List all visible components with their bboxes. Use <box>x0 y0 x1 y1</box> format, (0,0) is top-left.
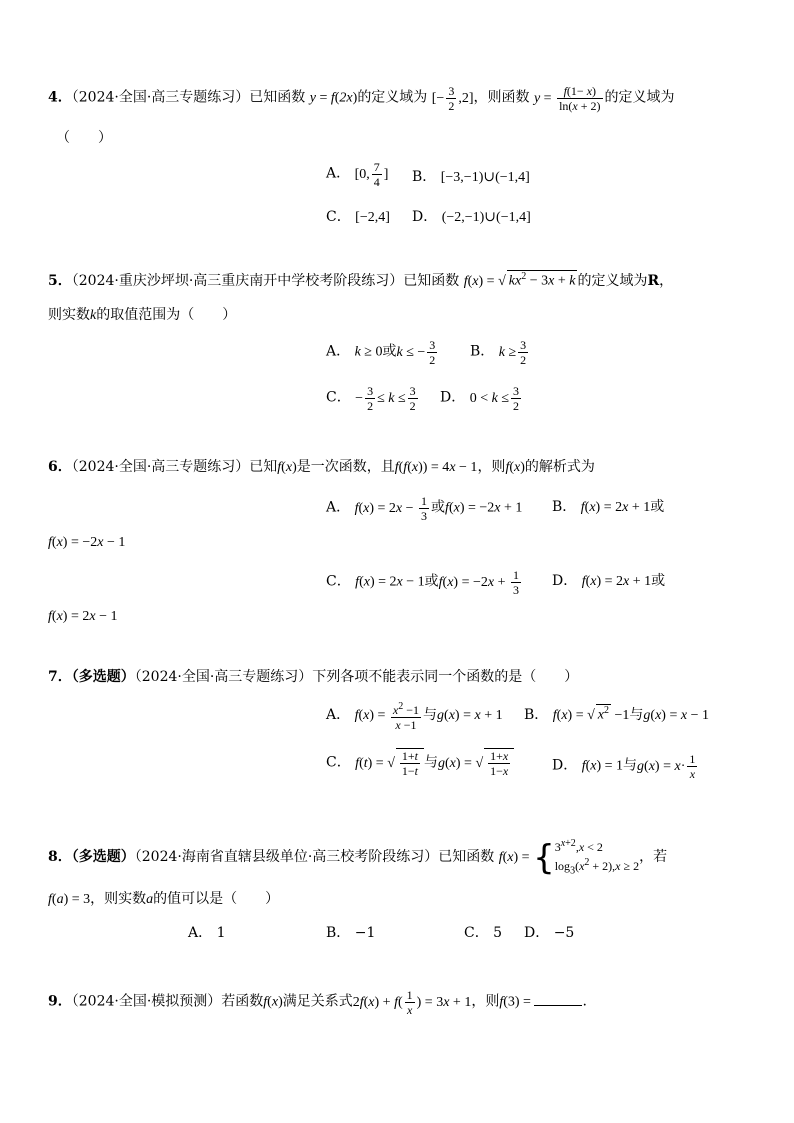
formula: f(x) = 2x − 1 <box>355 574 425 590</box>
formula: f(x) = 1 <box>581 758 624 774</box>
formula: k ≥ $\frac{3}{2}$ <box>498 338 527 367</box>
formula: − $\frac{3}{2}$ ≤ k ≤ $\frac{3}{2}$ <box>355 384 416 413</box>
stem-text: 的定义域为 <box>577 273 648 289</box>
variable: a <box>146 892 154 907</box>
formula: k ≤ − $\frac{3}{2}$ <box>396 338 436 367</box>
formula: [0, $\frac{7}{4}$ ] <box>354 160 389 189</box>
formula-domain: [− $\frac{3}{2}$ ,2] <box>431 84 474 113</box>
formula: f(x) = 2x − $\frac{1}{3}$ <box>354 494 428 523</box>
piecewise-formula: f(x) = { $3^{x+2},x < 2$ $\log_3(x^2 + 2),x \ge 2$ <box>498 837 640 878</box>
question-source: （2024·全国·高三专题练习） <box>134 669 313 685</box>
stem-text: ，则 <box>471 993 500 1010</box>
option-c[interactable] <box>464 922 502 942</box>
formula: k ≥ 0 <box>354 344 383 360</box>
formula: f(x) = 2x + 1 <box>581 574 652 589</box>
stem-text: 已知函数 <box>403 273 460 289</box>
formula: g(x) = x· $\frac{1}{x}$ <box>637 752 696 781</box>
stem-text: 满足关系式 <box>282 993 353 1010</box>
question-5-stem: 5．（2024·重庆沙坪坝·高三重庆南开中学校考阶段练习）已知函数 f(x) = √ $kx^2 - 3x + k$ 的定义域为R， <box>48 271 674 289</box>
stem-text: 下列各项不能表示同一个函数的是（ ） <box>312 669 579 685</box>
stem-text: ，若 <box>639 848 668 865</box>
stem-text: 若函数 <box>221 993 264 1010</box>
variable: k <box>90 308 97 323</box>
formula: f(x) = √ $kx^2 - 3x + k$ <box>463 271 576 289</box>
with-text: 与 <box>424 754 438 771</box>
option-label: D． <box>440 389 466 406</box>
stem-text: 是一次函数，且 <box>296 459 395 475</box>
stem-text: 已知函数 <box>249 89 306 106</box>
formula: f(3) = <box>499 994 535 1010</box>
option-label: C． <box>326 209 351 225</box>
formula: f(x) = 2x − 1 <box>48 609 118 624</box>
or-text: 或 <box>651 573 666 589</box>
answer-paren: （ ） <box>56 130 112 146</box>
option-label: A． <box>326 707 351 724</box>
question-number: 6． <box>48 459 72 475</box>
question-9-stem <box>48 988 587 1017</box>
question-source: （2024·全国·模拟预测） <box>71 993 222 1010</box>
option-a[interactable] <box>326 494 522 523</box>
option-c[interactable] <box>326 748 514 778</box>
option-label: C． <box>464 925 489 941</box>
stem-text: ，则实数 <box>90 891 147 907</box>
option-label: A． <box>188 925 213 941</box>
option-d[interactable] <box>440 384 523 413</box>
option-b[interactable] <box>326 922 375 942</box>
formula: y = f(2x) <box>309 90 358 106</box>
formula: (−2,−1)∪(−1,4] <box>441 210 531 225</box>
option-b[interactable] <box>412 166 530 186</box>
question-7-stem <box>48 666 578 686</box>
formula: f(x) <box>277 460 297 475</box>
question-number: 5． <box>48 273 72 289</box>
option-b[interactable] <box>470 338 530 367</box>
option-label: B． <box>552 499 577 515</box>
stem-text: 已知函数 <box>438 848 495 865</box>
option-d[interactable] <box>412 206 531 226</box>
option-a[interactable] <box>188 922 226 942</box>
formula: 2f(x) + f( $\frac{1}{x}$ ) = 3x + 1 <box>352 988 472 1017</box>
with-text: 与 <box>623 757 638 774</box>
stem-text: 的定义域为 <box>357 89 428 106</box>
question-source: （2024·全国·高三专题练习） <box>71 459 250 475</box>
formula: f(x) <box>505 460 525 475</box>
or-text: 或 <box>424 573 439 590</box>
or-text: 或 <box>650 499 665 515</box>
formula: [−2,4] <box>355 210 390 225</box>
formula: g(x) = x + 1 <box>437 708 503 724</box>
option-value: −5 <box>553 925 575 941</box>
option-label: A． <box>326 165 351 182</box>
formula: [−3,−1)∪(−1,4] <box>440 170 530 185</box>
option-label: A． <box>326 499 351 516</box>
formula: f(x) = $\frac{x^2 -1}{x -1}$ <box>354 701 420 732</box>
option-label: C． <box>326 754 351 771</box>
formula: f(a) = 3 <box>48 892 91 907</box>
option-b-continued <box>48 534 125 551</box>
formula: y = $\frac{f(1- x)}{\ln(x + 2)}$ <box>533 84 601 113</box>
question-4-stem <box>48 84 675 113</box>
question-5-line2 <box>48 304 236 324</box>
option-b[interactable] <box>552 496 664 516</box>
stem-text: ，则 <box>477 459 506 475</box>
formula: f(x) = √ $x^2 -1$ <box>552 705 630 723</box>
stem-text: 已知 <box>249 459 278 475</box>
option-label: D． <box>412 209 438 225</box>
question-8-stem <box>48 836 667 879</box>
option-a[interactable] <box>326 338 439 367</box>
formula: f(x) = 2x + 1 <box>580 500 651 515</box>
option-label: A． <box>326 343 351 360</box>
option-d[interactable] <box>552 570 665 590</box>
option-a[interactable] <box>326 160 388 189</box>
option-a[interactable] <box>326 700 503 732</box>
set-symbol: R <box>647 273 660 289</box>
option-d[interactable] <box>524 922 574 942</box>
question-number: 7． <box>48 669 72 685</box>
question-6-stem <box>48 456 595 476</box>
option-c[interactable] <box>326 206 390 226</box>
stem-text: 则实数 <box>48 307 90 323</box>
with-text: 与 <box>423 707 438 724</box>
option-label: B． <box>326 925 351 941</box>
formula: f(x) <box>263 994 283 1010</box>
option-value: 1 <box>216 925 226 941</box>
or-text: 或 <box>382 343 397 360</box>
option-label: D． <box>524 925 550 941</box>
question-number: 8． <box>48 848 72 865</box>
formula: g(x) = x − 1 <box>643 708 709 723</box>
option-value: −1 <box>354 925 376 941</box>
option-value: 5 <box>493 925 503 941</box>
formula: f(f(x)) = 4x − 1 <box>394 460 478 475</box>
with-text: 与 <box>629 707 644 723</box>
stem-text: 的取值范围为（ ） <box>96 307 237 323</box>
stem-text: 的解析式为 <box>524 459 595 475</box>
option-label: B． <box>470 343 495 360</box>
option-c[interactable] <box>326 384 420 413</box>
or-text: 或 <box>431 499 446 516</box>
question-source: （2024·重庆沙坪坝·高三重庆南开中学校考阶段练习） <box>71 273 404 289</box>
formula: 0 < k ≤ $\frac{3}{2}$ <box>469 384 519 413</box>
stem-text: . <box>582 993 587 1010</box>
question-number: 9． <box>48 993 72 1010</box>
option-c[interactable] <box>326 568 523 597</box>
multi-choice-tag: （多选题） <box>71 848 135 865</box>
stem-text: 的值可以是（ ） <box>153 891 280 907</box>
question-8-line2 <box>48 888 279 908</box>
option-label: B． <box>412 169 437 185</box>
option-label: D． <box>552 573 578 589</box>
stem-text: ，则函数 <box>473 89 530 106</box>
formula: g(x) = √ $\frac{1+x}{1-x}$ <box>438 756 514 771</box>
option-d-continued <box>48 608 117 625</box>
option-label: C． <box>326 389 351 406</box>
option-d[interactable] <box>552 752 699 781</box>
answer-blank[interactable] <box>534 1005 582 1006</box>
formula: f(x) = −2x + 1 <box>445 500 523 516</box>
option-label: B． <box>524 707 549 723</box>
option-label: C． <box>326 573 351 590</box>
stem-text: 的定义域为 <box>604 89 675 106</box>
option-label: D． <box>552 757 578 774</box>
question-number: 4． <box>48 89 72 106</box>
formula: f(t) = √ $\frac{1+t}{1-t}$ <box>355 756 424 771</box>
formula: f(x) = −2x − 1 <box>48 535 126 550</box>
formula: f(x) = −2x + $\frac{1}{3}$ <box>438 568 519 597</box>
question-source: （2024·海南省直辖县级单位·高三校考阶段练习） <box>134 848 439 865</box>
option-b[interactable] <box>524 704 709 724</box>
multi-choice-tag: （多选题） <box>71 669 135 685</box>
question-source: （2024·全国·高三专题练习） <box>71 89 250 106</box>
